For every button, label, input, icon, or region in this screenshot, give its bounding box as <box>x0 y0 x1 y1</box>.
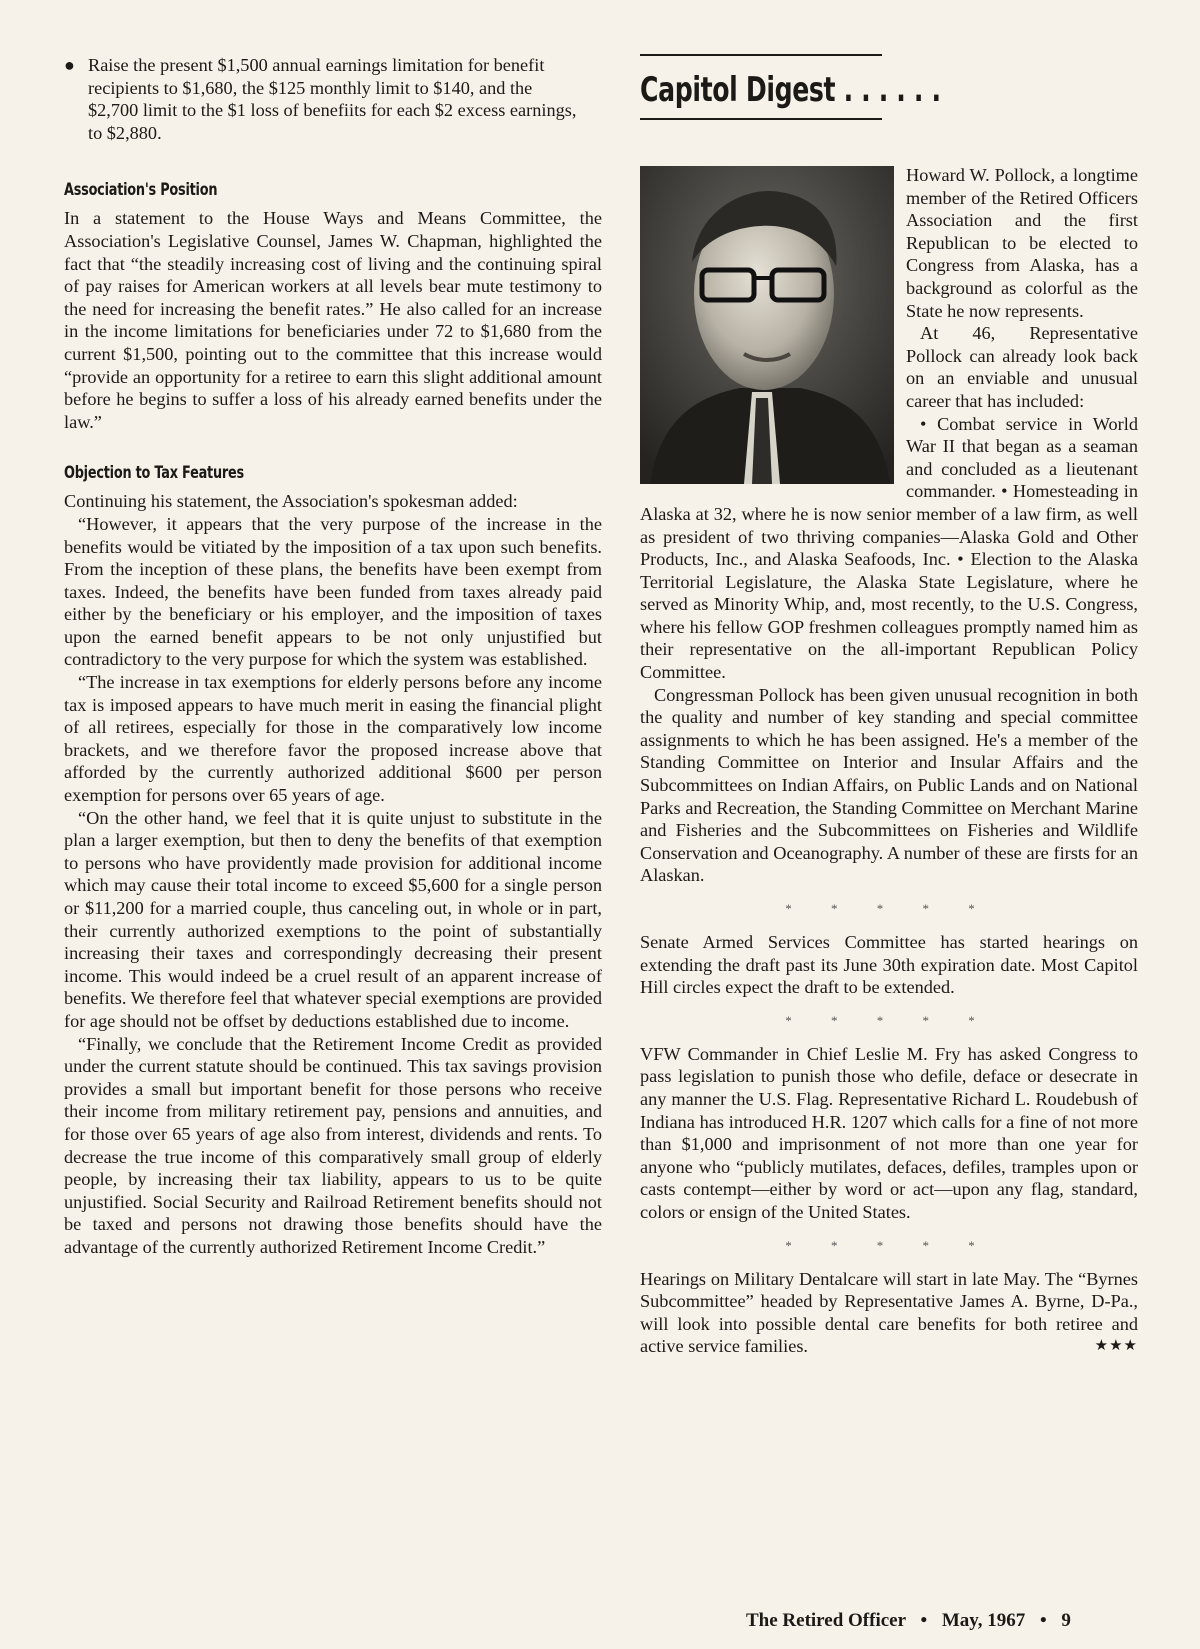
bullet-icon: ● <box>64 55 75 75</box>
intro-bullet <box>64 54 602 144</box>
portrait-photo-icon <box>640 166 894 484</box>
end-mark-stars: ★★★ <box>1094 1338 1138 1355</box>
objection-paragraph-5: “Finally, we conclude that the Retirement Income Credit as provided under the current statute should be continued. This tax savings provision provides a small but important benefit for those persons who receive their income from military retirement pay, pensions and annuities, and for those over 65 years of age also from interest, dividends and rents. To decrease the true income of this comparatively small group of elderly people, by increasing their tax liability, appears to us to be quite unjustified. Social Security and Railroad Retirement benefits should not be taxed and persons not drawing those benefits should have the advantage of the currently authorized Retirement Income Credit.” <box>64 1033 602 1257</box>
vfw-flag-paragraph: VFW Commander in Chief Leslie M. Fry has asked Congress to pass legislation to punish those who defile, deface or desecrate in any manner the U.S. Flag. Representative Richard L. Roudebush of Indiana has introduced H.R. 1207 which calls for a fine of not more than $1,000 and imprisonment of not more than one year for anyone who “publicly mutilates, defaces, defiles, tramples upon or casts contempt—either by word or act—upon any flag, standard, colors or ensign of the United States. <box>640 1043 1138 1222</box>
footer-separator: • <box>920 1610 928 1631</box>
section-separator: * * * * * <box>785 1012 993 1028</box>
section-heading-objection-tax: Objection to Tax Features <box>64 463 244 483</box>
pollock-paragraph-3: • Combat service in World War II that began as a seaman and concluded as a lieutenant commander. • Homesteading in Alaska at 32, where he is now senior member of a law firm, as well as president of two thriving companies—Alaska Gold and Other Products, Inc., and Alaska Seafoods, Inc. • Election to the Alaska Territorial Legislature, the Alaska State Legislature, where he served as Minority Whip, and, most recently, to the U.S. Congress, where his fellow GOP freshmen colleagues promptly named him as their representative on the all-important Republican Policy Committee. <box>640 413 1138 683</box>
page-number: 9 <box>1061 1610 1071 1631</box>
intro-bullet-text: Raise the present $1,500 annual earnings limitation for benefit recipients to $1,680, the $125 monthly limit to $140, and the $2,700 limit to the $1 loss of benefiits for each $2 excess earnings, to $2,880. <box>88 55 577 143</box>
section-separator: * * * * * <box>785 901 993 916</box>
right-column <box>640 54 1138 1358</box>
objection-paragraph-2: “However, it appears that the very purpose of the increase in the benefits would be vitiated by the imposition of a tax upon such benefits. From the inception of these plans, the benefits have been exempt from taxes. Indeed, the benefits have been funded from taxes already paid either by the beneficiary or his employer, and the imposition of taxes upon the earned benefit appears to be not only unjustified but contradictory to the very purpose for which the system was established. <box>64 513 602 670</box>
section-heading-association-position: Association's Position <box>64 180 218 200</box>
objection-paragraph-1: Continuing his statement, the Association's spokesman added: <box>64 491 518 512</box>
masthead-title: Capitol Digest . . . . . . <box>640 70 941 110</box>
capitol-digest-masthead <box>640 54 941 120</box>
issue-date: May, 1967 <box>941 1610 1026 1631</box>
left-column <box>64 54 602 1259</box>
objection-paragraph-3: “The increase in tax exemptions for elderly persons before any income tax is imposed appears to have much merit in easing the financial plight of all retirees, especially for those in the comparatively low income brackets, and we therefore favor the proposed increase above that afforded by the currently authorized additional $600 per person exemption for persons over 65 years of age. <box>64 672 602 806</box>
publication-name: The Retired Officer <box>746 1610 906 1631</box>
portrait-photo <box>640 166 894 484</box>
section-separator: * * * * * <box>785 1237 993 1253</box>
dentalcare-paragraph <box>640 1268 1138 1358</box>
pollock-paragraph-2: At 46, Representative Pollock can already look back on an enviable and unusual career that has included: <box>906 323 1138 411</box>
senate-draft-paragraph: Senate Armed Services Committee has started hearings on extending the draft past its June 30th expiration date. Most Capitol Hill circles expect the draft to be extended. <box>640 932 1138 998</box>
association-position-paragraph: In a statement to the House Ways and Means Committee, the Association's Legislative Counsel, James W. Chapman, highlighted the fact that “the steadily increasing cost of living and the continuing spiral of pay raises for American workers at all levels bear mute testimony to the need for increasing the benefit rates.” He also called for an increase in the income limitations for beneficiaries under 72 to $1,680 from the current $1,500, pointing out to the committee that this increase would “provide an opportunity for a retiree to earn this slight additional amount before he begins to suffer a loss of his already earned benefits under the law.” <box>64 208 602 432</box>
dentalcare-text: Hearings on Military Dentalcare will start in late May. The “Byrnes Subcommittee” headed by Representative James A. Byrne, D-Pa., will look into possible dental care benefits for both retiree and active service families. <box>640 1268 1138 1357</box>
objection-paragraph-4: “On the other hand, we feel that it is quite unjust to substitute in the plan a larger exemption, but then to deny the benefits of that exemption to persons who have providently made provision for additional income which may cause their total income to exceed $5,600 for a single person or $11,200 for a married couple, thus canceling out, in whole or in part, their currently authorized exemptions to the point of substantially increasing their taxes and correspondingly decreasing their present income. This would indeed be a cruel result of an apparent increase of benefits. We therefore feel that whatever special exemptions are provided for age should not be offset by deductions established due to income. <box>64 807 602 1031</box>
footer-separator: • <box>1040 1610 1047 1631</box>
pollock-paragraph-1: Howard W. Pollock, a longtime member of the Retired Officers Association and the first Republican to be elected to Congress from Alaska, has a background as colorful as the State he now represents. <box>906 165 1138 321</box>
page-footer <box>746 1610 1071 1632</box>
pollock-paragraph-4: Congressman Pollock has been given unusual recognition in both the quality and number of key standing and special committee assignments to which he has been assigned. He's a member of the Standing Committee on Interior and Insular Affairs and the Subcommittees on Indian Affairs, on Public Lands and on National Parks and Recreation, the Standing Committee on Merchant Marine and Fisheries and the Subcommittees on Fisheries and Wildlife Conservation and Oceanography. A number of these are firsts for an Alaskan. <box>640 684 1138 886</box>
